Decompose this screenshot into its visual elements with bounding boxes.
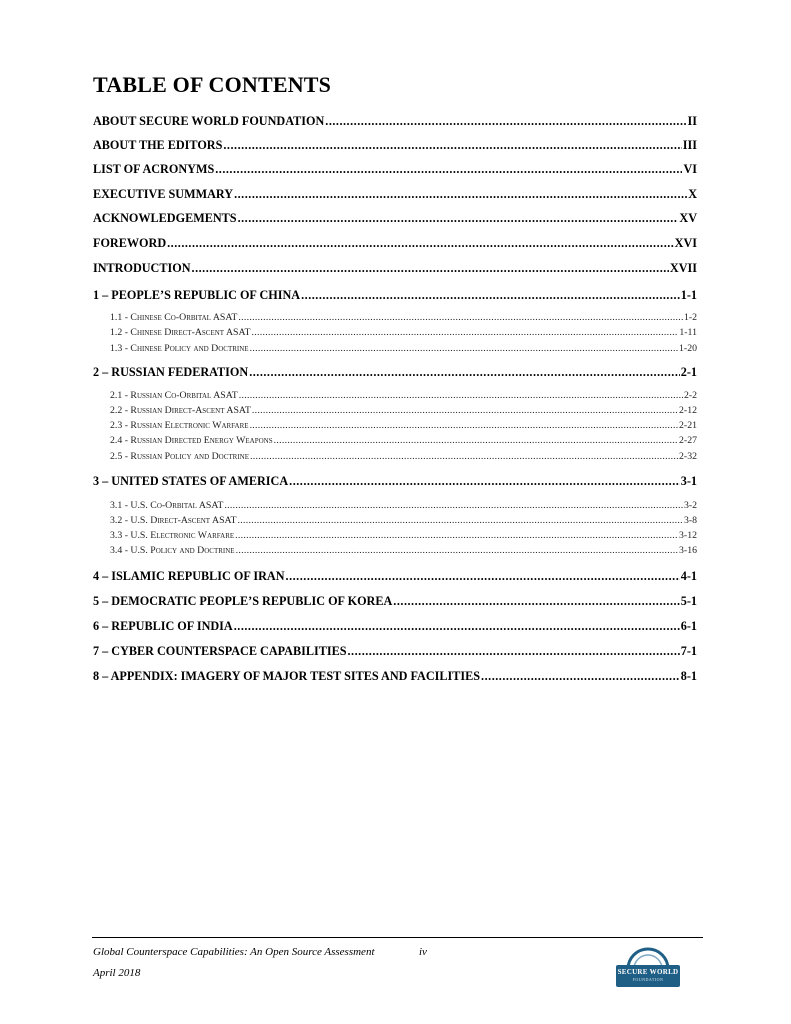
toc-entry-page: XV bbox=[679, 211, 697, 225]
footer-doc-title: Global Counterspace Capabilities: An Open Source Assessment bbox=[93, 946, 375, 958]
toc-entry-page: 2-12 bbox=[679, 405, 697, 416]
toc-entry-text: 3 – UNITED STATES OF AMERICA bbox=[93, 474, 289, 488]
toc-entry-text: 3.1 - U.S. Co-Orbital ASAT bbox=[110, 500, 224, 511]
toc-entry-page: 2-1 bbox=[680, 365, 697, 379]
toc-entry-text: ABOUT THE EDITORS bbox=[93, 138, 223, 152]
dot-leader bbox=[348, 645, 680, 657]
toc-entry-executive-summary[interactable] bbox=[93, 188, 697, 200]
page-title: TABLE OF CONTENTS bbox=[93, 72, 332, 97]
dot-leader bbox=[238, 516, 683, 526]
toc-entry-text: 3.2 - U.S. Direct-Ascent ASAT bbox=[110, 515, 237, 526]
toc-entry-usa[interactable] bbox=[93, 475, 697, 487]
toc-entry-introduction[interactable] bbox=[93, 262, 697, 274]
toc-entry-text: 2.4 - Russian Directed Energy Weapons bbox=[110, 435, 273, 446]
toc-subentry[interactable] bbox=[110, 406, 697, 416]
toc-entry-page: X bbox=[688, 187, 697, 201]
toc-entry-page: 1-11 bbox=[679, 327, 697, 338]
toc-subentry[interactable] bbox=[110, 421, 697, 431]
toc-entry-page: II bbox=[687, 114, 697, 128]
toc-entry-page: XVII bbox=[669, 261, 697, 275]
toc-subentry[interactable] bbox=[110, 546, 697, 556]
logo-text-secondary: FOUNDATION bbox=[632, 977, 664, 982]
dot-leader bbox=[238, 313, 683, 323]
toc-entry-text: FOREWORD bbox=[93, 236, 167, 250]
toc-subentry[interactable] bbox=[110, 313, 697, 323]
toc-entry-page: 1-20 bbox=[679, 343, 697, 354]
dot-leader bbox=[249, 366, 680, 378]
toc-entry-text: 1 – PEOPLE’S REPUBLIC OF CHINA bbox=[93, 288, 301, 302]
toc-subentry[interactable] bbox=[110, 328, 697, 338]
dot-leader bbox=[239, 391, 683, 401]
toc-entry-iran[interactable] bbox=[93, 570, 697, 582]
toc-entry-text: 2.3 - Russian Electronic Warfare bbox=[110, 420, 249, 431]
dot-leader bbox=[274, 436, 678, 446]
toc-entry-text: 1.1 - Chinese Co-Orbital ASAT bbox=[110, 312, 238, 323]
toc-entry-text: EXECUTIVE SUMMARY bbox=[93, 187, 234, 201]
dot-leader bbox=[234, 620, 680, 632]
toc-subentry[interactable] bbox=[110, 391, 697, 401]
toc-entry-page: 3-8 bbox=[683, 515, 697, 526]
toc-entry-page: VI bbox=[683, 162, 697, 176]
toc-entry-text: ACKNOWLEDGEMENTS bbox=[93, 211, 237, 225]
dot-leader bbox=[289, 475, 680, 487]
toc-entry-foreword[interactable] bbox=[93, 237, 697, 249]
footer-divider bbox=[92, 937, 703, 938]
toc-entry-text: INTRODUCTION bbox=[93, 261, 191, 275]
dot-leader bbox=[250, 452, 678, 462]
dot-leader bbox=[481, 670, 680, 682]
footer-page-number: iv bbox=[419, 946, 427, 958]
dot-leader bbox=[250, 421, 678, 431]
toc-subentry[interactable] bbox=[110, 501, 697, 511]
toc-subentry[interactable] bbox=[110, 516, 697, 526]
toc-entry-text: 8 – APPENDIX: IMAGERY OF MAJOR TEST SITES AND FACILITIES bbox=[93, 669, 481, 683]
toc-entry-appendix[interactable] bbox=[93, 670, 697, 682]
dot-leader bbox=[286, 570, 680, 582]
toc-entry-cyber[interactable] bbox=[93, 645, 697, 657]
dot-leader bbox=[252, 406, 678, 416]
dot-leader bbox=[325, 115, 686, 127]
toc-entry-text: 3.3 - U.S. Electronic Warfare bbox=[110, 530, 235, 541]
toc-subentry[interactable] bbox=[110, 452, 697, 462]
toc-entry-text: 2 – RUSSIAN FEDERATION bbox=[93, 365, 249, 379]
toc-entry-page: 3-1 bbox=[680, 474, 697, 488]
dot-leader bbox=[192, 262, 669, 274]
toc-entry-page: 2-2 bbox=[683, 390, 697, 401]
dot-leader bbox=[236, 546, 678, 556]
toc-entry-page: 3-12 bbox=[679, 530, 697, 541]
dot-leader bbox=[167, 237, 674, 249]
toc-subentry[interactable] bbox=[110, 344, 697, 354]
toc-entry-page: 2-21 bbox=[679, 420, 697, 431]
toc-entry-text: 3.4 - U.S. Policy and Doctrine bbox=[110, 545, 235, 556]
dot-leader bbox=[215, 163, 682, 175]
dot-leader bbox=[234, 188, 687, 200]
toc-subentry[interactable] bbox=[110, 436, 697, 446]
toc-entry-text: 2.2 - Russian Direct-Ascent ASAT bbox=[110, 405, 251, 416]
toc-entry-acronyms[interactable] bbox=[93, 163, 697, 175]
toc-entry-page: 1-2 bbox=[683, 312, 697, 323]
toc-entry-russia[interactable] bbox=[93, 366, 697, 378]
toc-entry-page: 2-27 bbox=[679, 435, 697, 446]
toc-entry-text: 5 – DEMOCRATIC PEOPLE’S REPUBLIC OF KOREA bbox=[93, 594, 393, 608]
toc-entry-text: 2.5 - Russian Policy and Doctrine bbox=[110, 451, 249, 462]
footer-date: April 2018 bbox=[93, 967, 141, 979]
toc-entry-text: 2.1 - Russian Co-Orbital ASAT bbox=[110, 390, 238, 401]
toc-entry-text: 1.3 - Chinese Policy and Doctrine bbox=[110, 343, 249, 354]
logo-text-primary: SECURE WORLD bbox=[617, 968, 679, 976]
toc-entry-text: 6 – REPUBLIC OF INDIA bbox=[93, 619, 233, 633]
toc-entry-text: 7 – CYBER COUNTERSPACE CAPABILITIES bbox=[93, 644, 347, 658]
toc-entry-text: 4 – ISLAMIC REPUBLIC OF IRAN bbox=[93, 569, 285, 583]
toc-entry-page: 8-1 bbox=[680, 669, 697, 683]
toc-entry-text: ABOUT SECURE WORLD FOUNDATION bbox=[93, 114, 325, 128]
toc-entry-acknowledgements[interactable] bbox=[93, 212, 697, 224]
toc-entry-china[interactable] bbox=[93, 289, 697, 301]
toc-entry-page: 3-16 bbox=[679, 545, 697, 556]
toc-entry-text: LIST OF ACRONYMS bbox=[93, 162, 215, 176]
toc-entry-text: 1.2 - Chinese Direct-Ascent ASAT bbox=[110, 327, 251, 338]
toc-entry-page: 5-1 bbox=[680, 594, 697, 608]
dot-leader bbox=[250, 344, 678, 354]
dot-leader bbox=[251, 328, 678, 338]
toc-subentry[interactable] bbox=[110, 531, 697, 541]
toc-entry-page: 6-1 bbox=[680, 619, 697, 633]
dot-leader bbox=[224, 501, 683, 511]
toc-entry-page: 1-1 bbox=[680, 288, 697, 302]
dot-leader bbox=[223, 139, 681, 151]
toc-entry-about-swf[interactable] bbox=[93, 115, 697, 127]
dot-leader bbox=[301, 289, 680, 301]
toc-entry-north-korea[interactable] bbox=[93, 595, 697, 607]
toc-entry-page: III bbox=[682, 138, 697, 152]
toc-entry-page: 7-1 bbox=[680, 644, 697, 658]
toc-entry-india[interactable] bbox=[93, 620, 697, 632]
toc-entry-page: 4-1 bbox=[680, 569, 697, 583]
toc-entry-page: 2-32 bbox=[679, 451, 697, 462]
secure-world-foundation-logo bbox=[616, 947, 680, 989]
dot-leader bbox=[238, 212, 679, 224]
dot-leader bbox=[393, 595, 679, 607]
dot-leader bbox=[235, 531, 678, 541]
toc-entry-page: XVI bbox=[674, 236, 697, 250]
toc-entry-about-editors[interactable] bbox=[93, 139, 697, 151]
toc-entry-page: 3-2 bbox=[683, 500, 697, 511]
